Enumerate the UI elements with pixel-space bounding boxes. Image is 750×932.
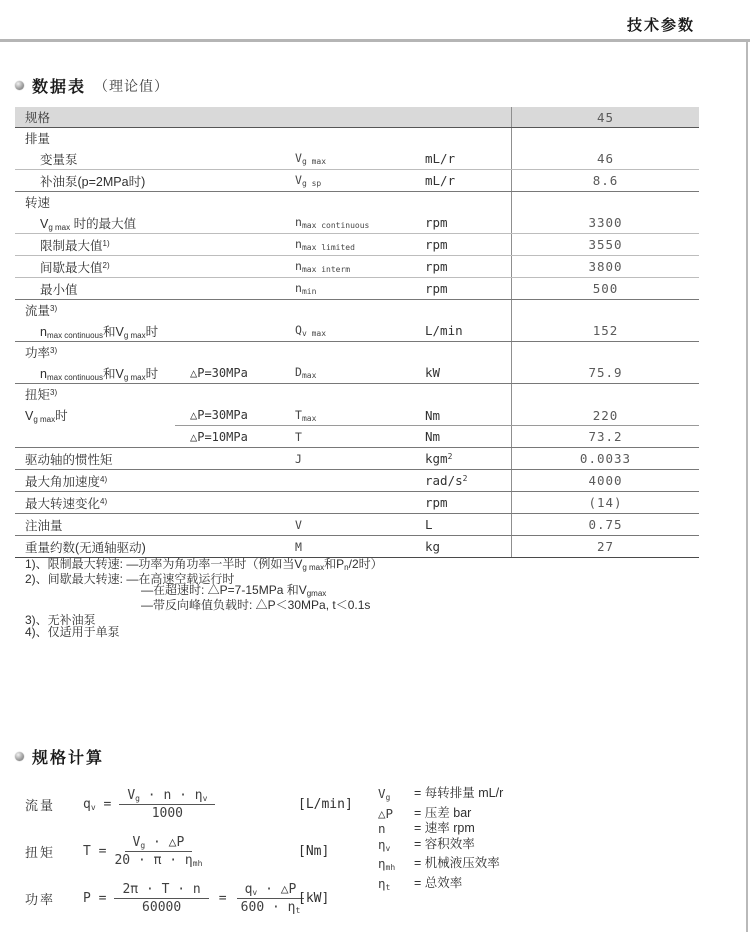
- row-symbol: $V_{g sp}$: [295, 173, 322, 188]
- formula-fraction: [114, 882, 208, 915]
- row-value: 3300: [511, 212, 699, 233]
- symbol-legend: [378, 786, 503, 895]
- footnote-line: 2)、间歇最大转速: —在高速空载运行时: [25, 571, 235, 586]
- datasheet-subtitle: （理论值）: [94, 77, 170, 94]
- row-label: 最大角加速度$^{4)}$: [25, 474, 108, 489]
- row-symbol: M: [295, 539, 302, 554]
- row-label: 重量约数(无通轴驱动): [25, 540, 146, 555]
- legend-row: [378, 856, 503, 876]
- row-unit: mL/r: [425, 151, 456, 166]
- legend-symbol: $\eta_v$: [378, 836, 391, 853]
- formulas: [0, 781, 380, 922]
- row-symbol: $Q_{v max}$: [295, 323, 327, 338]
- right-page-border: [746, 42, 748, 932]
- row-symbol: $V_{g max}$: [295, 151, 327, 166]
- row-label: $V_{g max}$时: [25, 409, 68, 424]
- row-label: 最小值: [40, 282, 78, 297]
- table-row: [15, 448, 699, 470]
- row-value: 0.75: [511, 514, 699, 535]
- formula-lhs: T =: [83, 844, 107, 859]
- table-row: [15, 426, 699, 448]
- fraction-denominator: 1000: [151, 806, 184, 821]
- legend-symbol: n: [378, 821, 386, 836]
- row-value: 45: [511, 107, 699, 127]
- bullet-icon: [15, 752, 24, 761]
- table-row: [15, 170, 699, 192]
- table-row: [15, 492, 699, 514]
- row-unit: rpm: [425, 237, 448, 252]
- table-row: [15, 320, 699, 342]
- row-value: [511, 300, 699, 320]
- row-condition: △P=30MPa: [190, 408, 248, 422]
- row-label: 注油量: [25, 518, 63, 533]
- row-symbol: $n_{min}$: [295, 281, 317, 296]
- legend-text: = 每转排量 mL/r: [414, 786, 504, 800]
- row-unit: kgm$^2$: [425, 451, 453, 466]
- table-row: [15, 514, 699, 536]
- row-value: (14): [511, 492, 699, 513]
- formula-row: [0, 875, 380, 922]
- formula-unit: [Nm]: [298, 844, 330, 859]
- formula-lhs: P =: [83, 891, 107, 906]
- row-unit: kg: [425, 539, 441, 554]
- legend-symbol: $\eta_{mh}$: [378, 856, 396, 872]
- row-symbol: $n_{max limited}$: [295, 237, 355, 252]
- legend-row: [378, 837, 503, 857]
- table-row: [15, 212, 699, 234]
- row-label: $n_{max continuous}$和$V_{g max}$时: [40, 366, 159, 382]
- legend-row: [378, 786, 503, 806]
- equals-sign: =: [218, 891, 227, 906]
- data-table: [15, 107, 699, 558]
- table-section-row: [15, 128, 699, 148]
- row-unit: rpm: [425, 259, 448, 274]
- footnotes: [25, 559, 383, 639]
- legend-symbol: △P: [378, 805, 394, 821]
- table-row: [15, 148, 699, 170]
- row-label: 排量: [25, 132, 51, 146]
- fraction-denominator: $600 \cdot \eta_t$: [240, 900, 301, 915]
- row-unit: rpm: [425, 495, 448, 510]
- footnote-line: —带反向峰值负载时: △P＜30MPa, t＜0.1s: [141, 597, 371, 612]
- row-value: [511, 384, 699, 404]
- row-value: 220: [511, 404, 699, 426]
- row-value: [511, 342, 699, 362]
- row-value: 46: [511, 148, 699, 169]
- row-value: 27: [511, 536, 699, 557]
- formula-fraction: [119, 788, 215, 821]
- footnote-line: 4)、仅适用于单泵: [25, 624, 120, 639]
- table-header-row: [15, 107, 699, 128]
- footnote-line: 3)、无补油泵: [25, 613, 96, 628]
- row-unit: Nm: [425, 429, 441, 444]
- fraction-denominator: $20 \cdot \pi \cdot \eta_{mh}$: [114, 853, 203, 868]
- fraction-denominator: 60000: [142, 900, 182, 915]
- legend-text: = 速率 rpm: [414, 821, 475, 835]
- table-row: [15, 234, 699, 256]
- table-section-row: [15, 300, 699, 320]
- legend-text: = 容积效率: [414, 836, 475, 851]
- row-label: 扭矩$^{3)}$: [25, 388, 58, 402]
- row-label: 变量泵: [40, 152, 78, 167]
- row-label: 驱动轴的惯性矩: [25, 452, 113, 467]
- top-rule: [0, 39, 750, 42]
- row-unit: L: [425, 517, 433, 532]
- table-section-row: [15, 192, 699, 212]
- row-label: $V_{g max}$ 时的最大值: [40, 216, 137, 232]
- footnote-line: 1)、限制最大转速: —功率为角功率一半时（例如当$V_{g max}$和$P_n/2$时）: [25, 557, 383, 572]
- row-symbol: J: [295, 451, 302, 466]
- row-unit: rpm: [425, 281, 448, 296]
- row-label: 限制最大值$^{1)}$: [40, 238, 110, 253]
- row-symbol: $n_{max continuous}$: [295, 215, 370, 230]
- row-symbol: $n_{max interm}$: [295, 259, 351, 274]
- row-value: 0.0033: [511, 448, 699, 469]
- footnote-line: —在超速时: △P=7-15MPa 和$V_{gmax}$: [141, 583, 327, 599]
- table-section-row: [15, 384, 699, 404]
- table-row: [15, 278, 699, 300]
- table-row: [15, 362, 699, 384]
- fraction-numerator: $V_g$ · △P: [125, 835, 193, 852]
- formula-fraction: [114, 835, 202, 868]
- calculation-title: 规格计算: [32, 750, 105, 767]
- legend-text: = 机械液压效率: [414, 856, 500, 870]
- formula-row: [0, 828, 380, 875]
- fraction-numerator: $V_g \cdot n \cdot \eta_v$: [119, 788, 215, 805]
- row-unit: rpm: [425, 215, 448, 230]
- formula-name: 流量: [25, 798, 56, 813]
- formula-lhs: $q_v$ =: [83, 797, 112, 812]
- row-label: 补油泵(p=2MPa时): [40, 174, 146, 189]
- row-value: 500: [511, 278, 699, 299]
- formula-unit: [kW]: [298, 891, 330, 906]
- row-value: 73.2: [511, 426, 699, 447]
- row-value: 75.9: [511, 362, 699, 383]
- row-label: 转速: [25, 196, 51, 210]
- row-unit: Nm: [425, 407, 441, 423]
- table-row: [15, 256, 699, 278]
- row-symbol: T: [295, 429, 302, 444]
- row-condition: △P=10MPa: [190, 429, 248, 444]
- row-symbol: $T_{max}$: [295, 407, 317, 423]
- formula-fraction: [237, 882, 305, 915]
- row-value: 4000: [511, 470, 699, 491]
- formula-unit: [L/min]: [298, 797, 353, 812]
- table-row: [15, 404, 699, 426]
- row-label: 流量$^{3)}$: [25, 304, 58, 318]
- formula-row: [0, 781, 380, 828]
- row-condition: △P=30MPa: [190, 365, 248, 380]
- legend-row: [378, 806, 503, 822]
- row-unit: mL/r: [425, 173, 456, 188]
- datasheet-title: 数据表: [32, 79, 87, 96]
- row-value: 8.6: [511, 170, 699, 191]
- bullet-icon: [15, 81, 24, 90]
- row-label: 最大转速变化$^{4)}$: [25, 496, 108, 511]
- fraction-numerator: 2π · T · n: [114, 882, 208, 899]
- legend-text: = 总效率: [414, 875, 463, 890]
- row-value: 3550: [511, 234, 699, 255]
- row-value: [511, 192, 699, 212]
- section-heading-datasheet: [15, 74, 169, 97]
- row-symbol: $D_{max}$: [295, 365, 317, 380]
- row-label: $n_{max continuous}$和$V_{g max}$时: [40, 324, 159, 340]
- table-row: [15, 470, 699, 492]
- formula-name: 扭矩: [25, 845, 56, 860]
- row-label: 功率$^{3)}$: [25, 346, 58, 360]
- legend-symbol: $V_g$: [378, 786, 391, 802]
- row-symbol: V: [295, 517, 302, 532]
- legend-text: = 压差 bar: [414, 805, 472, 820]
- legend-row: [378, 821, 503, 837]
- table-row: [15, 536, 699, 558]
- fraction-numerator: $q_v$ · △P: [237, 882, 305, 899]
- row-value: 152: [511, 320, 699, 341]
- row-value: 3800: [511, 256, 699, 277]
- table-section-row: [15, 342, 699, 362]
- legend-symbol: $\eta_t$: [378, 875, 391, 892]
- section-heading-calculation: [15, 745, 104, 768]
- row-value: [511, 128, 699, 148]
- row-unit: kW: [425, 365, 441, 380]
- page-title: 技术参数: [626, 17, 695, 34]
- legend-row: [378, 876, 503, 896]
- row-unit: L/min: [425, 323, 463, 338]
- row-unit: rad/$s^2$: [425, 473, 468, 488]
- formula-name: 功率: [25, 892, 56, 907]
- row-label: 规格: [25, 111, 51, 125]
- row-label: 间歇最大值$^{2)}$: [40, 260, 110, 275]
